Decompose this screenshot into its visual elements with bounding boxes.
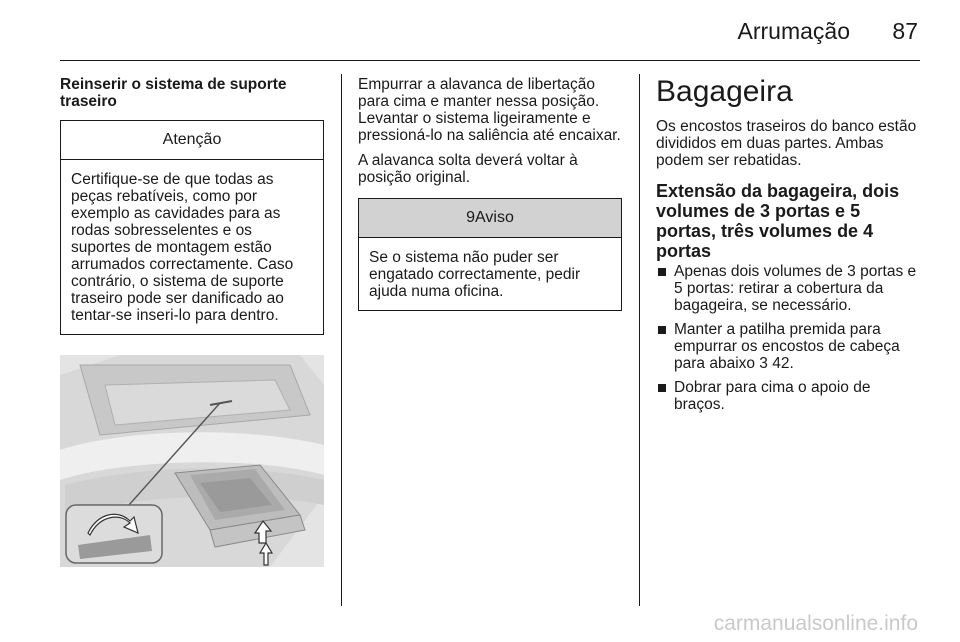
- release-lever-paragraph: Empurrar a alavanca de libertação para cima e manter nessa posição. Levantar o sistema ligeiramente e pressioná-lo na saliência até encaixar.: [358, 76, 621, 144]
- luggage-heading: Bagageira: [656, 75, 793, 108]
- column-divider-1: [341, 74, 342, 606]
- attention-box: [60, 120, 324, 335]
- column-right: [656, 76, 922, 420]
- column-left: [60, 76, 324, 335]
- warning-header: [359, 199, 621, 238]
- trunk-illustration: [60, 355, 324, 567]
- list-item: Dobrar para cima o apoio de braços.: [656, 379, 922, 413]
- list-item: Apenas dois volumes de 3 portas e 5 portas: retirar a cobertura da bagageira, se necessário.: [656, 263, 922, 314]
- lever-return-paragraph: A alavanca solta deverá voltar à posição original.: [358, 152, 578, 186]
- attention-title: Atenção: [61, 121, 323, 160]
- instruction-list: [656, 263, 922, 413]
- warning-text: Se o sistema não puder ser engatado correctamente, pedir ajuda numa oficina.: [369, 249, 581, 300]
- header-divider: [60, 60, 920, 61]
- page-header: [0, 0, 960, 62]
- luggage-intro: Os encostos traseiros do banco estão divididos em duas partes. Ambas podem ser rebatidas.: [656, 118, 917, 169]
- warning-title: Aviso: [475, 209, 514, 226]
- column-middle: [358, 76, 622, 311]
- extension-subheading: Extensão da bagageira, dois volumes de 3 portas e 5 portas, três volumes de 4 portas: [656, 181, 900, 261]
- column-divider-2: [639, 74, 640, 606]
- warning-box: [358, 198, 622, 311]
- attention-text: Certifique-se de que todas as peças rebatíveis, como por exemplo as cavidades para as rodas sobresselentes e os suportes de montagem estão arrumados correctamente. Caso contrário, o sistema de suporte traseiro pode ser danificado ao tentar-se inseri-lo para dentro.: [71, 171, 294, 324]
- watermark: carmanualsonline.info: [713, 612, 918, 635]
- warning-symbol: 9: [466, 209, 476, 226]
- trunk-illustration-svg: [60, 355, 324, 567]
- list-item: Manter a patilha premida para empurrar os encostos de cabeça para abaixo 3 42.: [656, 321, 922, 372]
- reinsert-subheading: Reinserir o sistema de suporte traseiro: [60, 76, 287, 110]
- page-number: 87: [892, 18, 918, 44]
- section-title: Arrumação: [737, 18, 850, 44]
